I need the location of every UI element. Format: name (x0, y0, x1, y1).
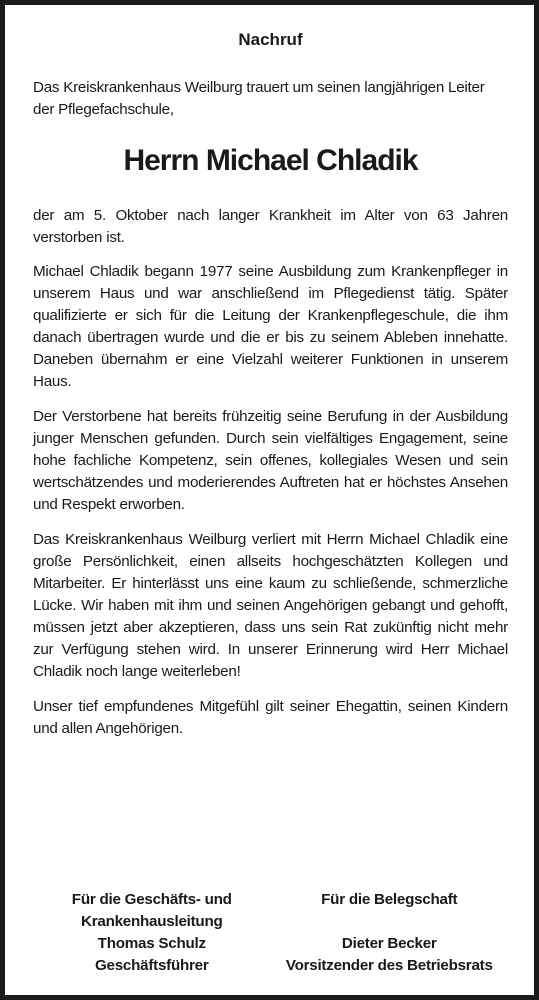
signature-spacer (271, 911, 509, 933)
body-paragraph-4: Das Kreiskrankenhaus Weilburg verliert mit Herrn Michael Chladik eine große Persönlichkeit, einen allseits hochgeschätzten Kollegen und Mitarbeiter. Er hinterlässt uns eine kaum zu schließende, schmerzliche Lücke. Wir haben mit ihm und seinen Angehörigen gebangt und gehofft, müssen jetzt aber akzeptieren, dass uns sein Rat zukünftig nicht mehr zur Verfügung stehen wird. In unserer Erinnerung wird Herr Michael Chladik noch lange weiterleben! (33, 531, 508, 680)
body-paragraph-5: Unser tief empfundenes Mitgefühl gilt seiner Ehegattin, seinen Kindern und allen Angehörigen. (33, 698, 508, 737)
signature-staff (271, 889, 509, 977)
signature-management (33, 889, 271, 977)
signature-for-line: Für die Belegschaft (321, 891, 458, 908)
signature-person: Dieter Becker (341, 935, 437, 952)
body-paragraph-2: Michael Chladik begann 1977 seine Ausbildung zum Krankenpfleger in unserem Haus und war anschließend im Pflegedienst tätig. Später qualifizierte er sich für die Leitung der Krankenpflegeschule, die ihm danach übertragen wurde und die er bis zu seinem Ableben innehatte. Daneben übernahm er eine Vielzahl weiterer Funktionen in unserem Haus. (33, 263, 508, 390)
body-paragraph-1: der am 5. Oktober nach langer Krankheit im Alter von 63 Jahren verstorben ist. (33, 207, 508, 246)
signature-person: Thomas Schulz (97, 935, 206, 952)
signature-block (33, 889, 508, 977)
intro-text: Das Kreiskrankenhaus Weilburg trauert um seinen langjährigen Leiter der Pflegefachschule, (33, 79, 485, 118)
deceased-name: Herrn Michael Chladik (123, 144, 418, 177)
signature-for-line: Für die Geschäfts- und (71, 891, 232, 908)
signature-role: Geschäftsführer (94, 957, 209, 974)
signature-role: Vorsitzender des Betriebsrats (285, 957, 493, 974)
notice-heading: Nachruf (238, 30, 303, 49)
body-paragraph-3: Der Verstorbene hat bereits frühzeitig seine Berufung in der Ausbildung junger Menschen gefunden. Durch sein vielfältiges Engagement, seine hohe fachliche Kompetenz, sein offenes, kollegiales Wesen und sein wertschätzendes und moderierendes Auftreten hat er höchstes Ansehen und Respekt erworben. (33, 408, 508, 513)
signature-for-line: Krankenhausleitung (81, 913, 223, 930)
